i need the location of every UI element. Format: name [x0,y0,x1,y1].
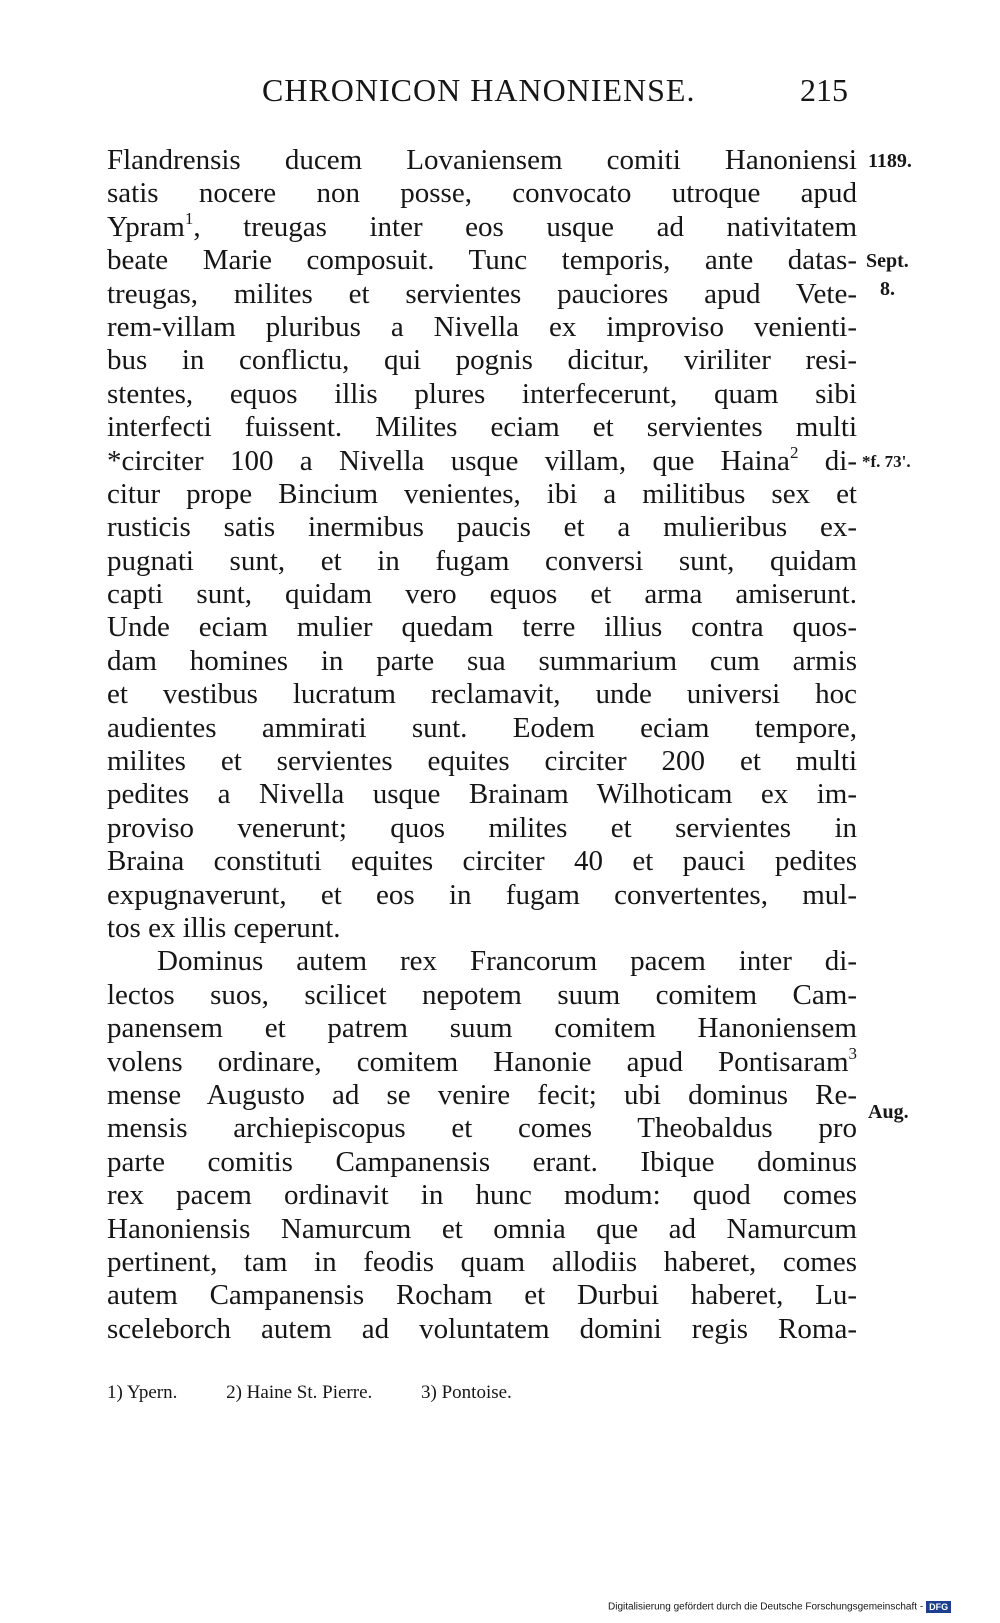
text-line [107,208,857,244]
margin-note-year: 1189. [868,150,912,172]
text-line: sceleborch autem ad voluntatem domini regis Roma- [107,1312,857,1345]
text-line: satis nocere non posse, convocato utroque apud [107,177,857,210]
text-line: Flandrensis ducem Lovaniensem comiti Hanoniensi [107,144,857,176]
text-line: pedites a Nivella usque Brainam Wilhoticam ex im- [107,778,857,811]
margin-note-folio: *f. 73'. [862,452,911,471]
text-line: pugnati sunt, et in fugam conversi sunt, quidam [107,544,857,577]
margin-note-month-sept: Sept. [866,250,909,272]
text-line: tos ex illis ceperunt. [107,911,341,944]
text-line: et vestibus lucratum reclamavit, unde universi hoc [107,678,857,711]
text-line: expugnaverunt, et eos in fugam convertentes, mul- [107,878,857,911]
text-line: rem-villam pluribus a Nivella ex improviso venienti- [107,310,857,343]
text-line: bus in conflictu, qui pognis dicitur, viriliter resi- [107,344,857,377]
digitization-credit [608,1601,951,1613]
page-number: 215 [800,72,848,108]
text-line [107,1043,857,1079]
digitization-text: Digitalisierung gefördert durch die Deutsche Forschungsgemeinschaft - [608,1601,924,1613]
footnotes [107,1382,556,1404]
text-line: citur prope Bincium venientes, ibi a militibus sex et [107,477,857,510]
footnote-marker: 2 [789,442,799,462]
margin-note-day: 8. [880,278,895,300]
text-fragment: di- [798,444,858,477]
text-line [107,442,858,478]
margin-note-month-aug: Aug. [868,1101,909,1123]
text-line: lectos suos, scilicet nepotem suum comitem Cam- [107,978,857,1011]
text-line: parte comitis Campanensis erant. Ibique dominus [107,1145,857,1178]
text-line: mensis archiepiscopus et comes Theobaldus pro [107,1112,857,1145]
text-line: beate Marie composuit. Tunc temporis, ante datas- [107,244,857,277]
text-line: rex pacem ordinavit in hunc modum: quod comes [107,1179,857,1212]
text-fragment: Ypram [107,210,185,243]
text-line: stentes, equos illis plures interfecerunt, quam sibi [107,377,857,410]
footnote-3: 3) Pontoise. [421,1382,512,1403]
footnote-marker: 1 [184,208,194,228]
text-line: Braina constituti equites circiter 40 et pauci pedites [107,845,857,878]
text-line: Dominus autem rex Francorum pacem inter di- [157,945,857,978]
main-text [107,144,857,1346]
text-line: pertinent, tam in feodis quam allodiis haberet, comes [107,1245,857,1278]
text-line: milites et servientes equites circiter 200 et multi [107,745,857,778]
text-fragment: volens ordinare, comitem Hanonie apud Pontisaram [107,1045,849,1078]
text-line: Hanoniensis Namurcum et omnia que ad Namurcum [107,1212,857,1245]
text-line: autem Campanensis Rocham et Durbui haberet, Lu- [107,1279,857,1312]
text-fragment: *circiter 100 a Nivella usque villam, que Haina [107,444,790,477]
text-line: interfecti fuissent. Milites eciam et servientes multi [107,411,857,444]
footnote-2: 2) Haine St. Pierre. [226,1382,373,1403]
footnote-1: 1) Ypern. [107,1382,178,1403]
text-line: capti sunt, quidam vero equos et arma amiserunt. [107,578,857,611]
text-line: mense Augusto ad se venire fecit; ubi dominus Re- [107,1078,857,1111]
text-line: Unde eciam mulier quedam terre illius contra quos- [107,611,857,644]
text-line: dam homines in parte sua summarium cum armis [107,644,857,677]
footnote-marker: 3 [848,1043,857,1063]
running-title: CHRONICON HANONIENSE. [262,72,696,108]
text-fragment: , treugas inter eos usque ad nativitatem [193,210,857,243]
text-line: rusticis satis inermibus paucis et a mulieribus ex- [107,511,857,544]
text-line: proviso venerunt; quos milites et servientes in [107,811,857,844]
text-line: audientes ammirati sunt. Eodem eciam tempore, [107,711,857,744]
text-line: treugas, milites et servientes pauciores apud Vete- [107,277,857,310]
text-line: panensem et patrem suum comitem Hanoniensem [107,1012,857,1045]
dfg-logo: DFG [926,1601,951,1613]
